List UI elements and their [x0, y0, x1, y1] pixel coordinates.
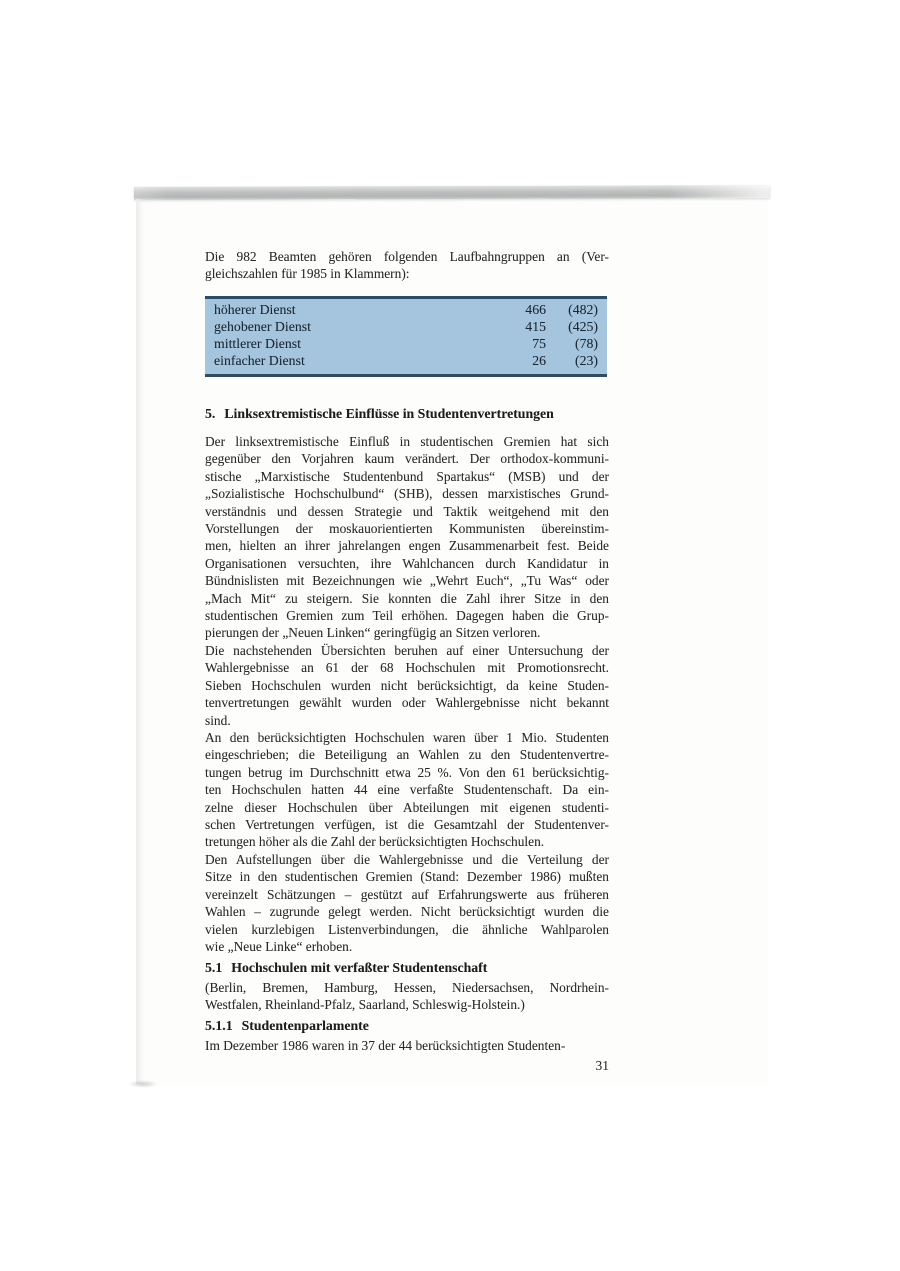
- text-line: gleichszahlen für 1985 in Klammern):: [205, 266, 410, 282]
- text-line: Bündnislisten mit Bezeichnungen wie „Wehrt Euch“, „Tu Was“ oder: [205, 573, 609, 589]
- page-top-shadow-fade: [134, 185, 770, 200]
- text-line: Wahlergebnisse an 61 der 68 Hochschulen mit Promotionsrecht.: [205, 660, 609, 676]
- text-line: Westfalen, Rheinland-Pfalz, Saarland, Schleswig-Holstein.): [205, 997, 525, 1013]
- text-line: „Mach Mit“ zu steigern. Sie konnten die Zahl ihrer Sitze in den: [205, 590, 609, 606]
- text-line: tretungen höher als die Zahl der berücksichtigten Hochschulen.: [205, 834, 545, 850]
- row-label: gehobener Dienst: [214, 318, 311, 334]
- text-line: Organisationen versuchten, ihre Wahlchancen durch Kandidatur in: [205, 555, 609, 571]
- row-value: 75: [532, 335, 546, 351]
- text-line: ten Hochschulen hatten 44 eine verfaßte Studentenschaft. Da ein-: [205, 782, 609, 798]
- heading-number: 5.1.1: [205, 1018, 233, 1033]
- table-row: [205, 336, 607, 353]
- body-paragraph-2: [205, 642, 609, 729]
- row-label: mittlerer Dienst: [214, 335, 301, 351]
- text-line: schen Vertretungen verfügen, ist die Gesamtzahl der Studentenver-: [205, 817, 609, 833]
- section-5-1-1-heading: [205, 1017, 609, 1035]
- text-line: An den berücksichtigten Hochschulen waren über 1 Mio. Studenten: [205, 730, 609, 745]
- text-line: Im Dezember 1986 waren in 37 der 44 berücksichtigten Studenten-: [205, 1038, 566, 1053]
- text-line: Die 982 Beamten gehören folgenden Laufbahngruppen an (Ver-: [205, 249, 609, 264]
- text-line: sind.: [205, 712, 231, 728]
- text-line: men, hielten an ihrer jahrelangen engen Zusammenarbeit fest. Beide: [205, 538, 609, 554]
- heading-text: Hochschulen mit verfaßter Studentenschaft: [231, 960, 488, 975]
- text-line: Vorstellungen der moskauorientierten Kommunisten übereinstim-: [205, 521, 609, 537]
- row-value: 415: [525, 318, 546, 334]
- text-line: zelne dieser Hochschulen über Abteilungen mit eigenen studenti-: [205, 799, 609, 815]
- body-paragraph-4: [205, 851, 609, 955]
- states-paragraph: [205, 979, 609, 1014]
- text-line: gegenüber den Vorjahren kaum verändert. Der orthodox-kommuni-: [205, 451, 609, 467]
- text-line: Der linksextremistische Einfluß in studentischen Gremien hat sich: [205, 434, 609, 449]
- table-row: [205, 319, 607, 336]
- text-line: Sieben Hochschulen wurden nicht berücksichtigt, da keine Studen-: [205, 677, 609, 693]
- page-number: 31: [595, 1058, 609, 1073]
- text-line: studentischen Gremien zum Teil erhöhen. Dagegen haben die Grup-: [205, 608, 609, 624]
- row-label: höherer Dienst: [214, 302, 296, 317]
- row-value: 26: [532, 352, 546, 368]
- body-paragraph-1: [205, 433, 609, 642]
- text-line: „Sozialistische Hochschulbund“ (SHB), dessen marxistisches Grund-: [205, 486, 609, 502]
- table-row: [205, 302, 607, 319]
- text-line: Die nachstehenden Übersichten beruhen auf einer Untersuchung der: [205, 643, 609, 658]
- text-line: Den Aufstellungen über die Wahlergebnisse und die Verteilung der: [205, 852, 609, 867]
- laufbahn-table: [205, 296, 607, 377]
- text-line: vereinzelt Schätzungen – gestützt auf Erfahrungswerte aus früheren: [205, 886, 609, 902]
- scanned-page: [136, 187, 768, 1084]
- intro-paragraph: [205, 248, 609, 283]
- text-line: verständnis und dessen Strategie und Taktik weitgehend mit den: [205, 503, 609, 519]
- page-bottom-left-shadow: [128, 1080, 158, 1088]
- page-top-shadow: [134, 185, 770, 200]
- text-line: wie „Neue Linke“ erhoben.: [205, 939, 353, 955]
- body-paragraph-3: [205, 729, 609, 851]
- text-line: tungen betrug im Durchschnitt etwa 25 %. Von den 61 berücksichtig-: [205, 764, 609, 780]
- heading-text: Linksextremistische Einflüsse in Studentenvertretungen: [224, 406, 554, 421]
- page-left-edge-shadow: [136, 199, 144, 1084]
- section-5-1-1-paragraph: [205, 1037, 609, 1054]
- text-line: eingeschrieben; die Beteiligung an Wahlen zu den Studentenvertre-: [205, 747, 609, 763]
- section-5-heading: [205, 405, 609, 423]
- heading-number: 5.: [205, 406, 216, 421]
- row-prev-year-value: (23): [575, 352, 598, 368]
- heading-text: Studentenparlamente: [241, 1018, 369, 1033]
- text-line: vielen kurzlebigen Listenverbindungen, die ähnliche Wahlparolen: [205, 921, 609, 937]
- row-prev-year-value: (78): [575, 335, 598, 351]
- text-line: (Berlin, Bremen, Hamburg, Hessen, Niedersachsen, Nordrhein-: [205, 980, 609, 995]
- heading-number: 5.1: [205, 960, 223, 975]
- text-line: Wahlen – zugrunde gelegt werden. Nicht berücksichtigt wurden die: [205, 904, 609, 920]
- text-line: Sitze in den studentischen Gremien (Stand: Dezember 1986) mußten: [205, 869, 609, 885]
- section-5-1-heading: [205, 959, 609, 977]
- row-prev-year-value: (482): [568, 302, 598, 317]
- text-line: tenvertretungen gewählt wurden oder Wahlergebnisse nicht bekannt: [205, 695, 609, 711]
- row-prev-year-value: (425): [568, 318, 598, 334]
- row-value: 466: [525, 302, 546, 317]
- table-row: [205, 353, 607, 370]
- row-label: einfacher Dienst: [214, 352, 305, 368]
- text-line: pierungen der „Neuen Linken“ geringfügig an Sitzen verloren.: [205, 625, 541, 641]
- text-line: stische „Marxistische Studentenbund Spartakus“ (MSB) und der: [205, 468, 609, 484]
